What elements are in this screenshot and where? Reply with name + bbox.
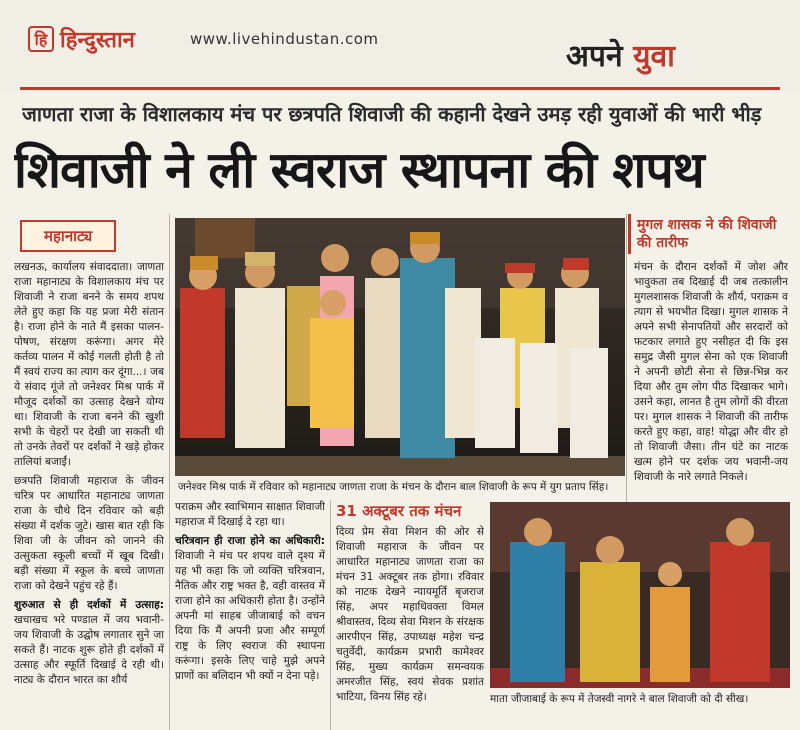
left-sub-text: खचाखच भरे पण्डाल में जय भवानी-जय शिवाजी के उद्घोष लगातार सुने जा सकते हैं। नाटक शुरू होते ही दर्शकों में उत्साह और स्फूर्ति दिखाई दे रही थी। नाट्य के दौरान भारत का शौर्य bbox=[14, 614, 164, 686]
left-paragraph-1: लखनऊ, कार्यालय संवाददाता। जाणता राजा महानाट्य के विशालकाय मंच पर शिवाजी ने राजा बनने के समय शपथ लेते हुए कहा कि यह प्रजा मेरी संतान है। राजा होने के नाते मैं इसका पालन-पोषण, संरक्षण करूंगा। अगर मेरे कर्तव्य पालन में कोई गलती होती है तो मैं स्वयं राज्य का त्याग कर दूंगा...। जब ये संवाद गूंजे तो जनेश्वर मिश्र पार्क में मौजूद दर्शकों का उत्साह देखने योग्य था। शिवाजी के राजा बनने की खुशी सभी के चेहरों पर देखी जा सकती थी तो उनके तेवरों पर दर्शकों ने खड़े होकर तालियां बजाईं। bbox=[14, 261, 164, 468]
logo-mark: हि bbox=[28, 26, 54, 52]
kicker: जाणता राजा के विशालकाय मंच पर छत्रपति शिवाजी की कहानी देखने उमड़ रही युवाओं की भारी भीड़ bbox=[22, 102, 762, 126]
left-paragraph-2: छत्रपति शिवाजी महाराज के जीवन चरित्र पर आधारित महानाट्य जाणता राजा के चौथे दिन रविवार को बड़ी संख्या में दर्शक जुटे। खास बात रही कि शिवा जी के जीवन को जानने की उत्सुकता स्कूली बच्चों में खूब दिखी। बड़ी संख्या में स्कूल के बच्चे जाणता राजा को देखने पहुंच रहे हैं। bbox=[14, 475, 164, 592]
second-photo bbox=[490, 502, 790, 688]
left-subheading: शुरुआत से ही दर्शकों में उत्साह: bbox=[14, 599, 164, 611]
schedule-heading: 31 अक्टूबर तक मंचन bbox=[336, 502, 462, 520]
main-photo bbox=[175, 218, 625, 476]
side-text: मंचन के दौरान दर्शकों में जोश और भावुकता तब दिखाई दी जब तत्कालीन मुगलशासक शिवाजी के शौर्य, पराक्रम व त्याग से भयभीत दिखा। मुगल शासक ने अपने सभी सेनापतियों और सरदारों को फटकार लगाते हुए नसीहत दी कि इस समुद्र जैसी मुगल सेना को एक शिवाजी ने अपनी छोटी सेना से छिन्न-भिन्न कर दिया और तुम लोग पीठ दिखाकर भागे। उसने कहा, लानत है तुम लोगों की वीरता पर। मुगल शासक ने शिवाजी की तारीफ करते हुए कहा, वाह! योद्धा और वीर हो तो शिवाजी जैसा। तीन घंटे का नाटक खत्म होने पर दर्शक जय भवानी-जय शिवाजी के नारे लगाते निकले। bbox=[634, 261, 788, 483]
section-prefix: अपने bbox=[566, 39, 634, 74]
section-tag bbox=[566, 34, 675, 75]
schedule-text: दिव्य प्रेम सेवा मिशन की ओर से शिवाजी महाराज के जीवन पर आधारित महानाट्य जाणता राजा का मंचन 31 अक्टूबर तक होगा। रविवार को नाटक देखने न्यायमूर्ति बृजराज सिंह, अपर महाधिवक्ता विमल श्रीवास्तव, दिव्य सेवा मिशन के संरक्षक आरपीएन सिंह, उपाध्यक्ष महेश चन्द्र चतुर्वेदी, कार्यक्रम प्रभारी कामेश्वर सिंह, मुख्य कार्यक्रम समन्वयक अमरजीत सिंह, स्वयं सेवक प्रशांत भाटिया, विनय सिंह रहे। bbox=[336, 526, 484, 703]
column-divider bbox=[330, 500, 331, 730]
middle-paragraph-2 bbox=[175, 534, 325, 684]
middle-column bbox=[175, 500, 325, 730]
section-label: महानाट्य bbox=[20, 220, 116, 252]
jijabai-scene-image bbox=[490, 502, 790, 688]
middle-paragraph-1: पराक्रम और स्वाभिमान साक्षात शिवाजी महाराज में दिखाई दे रहा था। bbox=[175, 501, 325, 528]
middle-sub-text: शिवाजी ने मंच पर शपथ वाले दृश्य में यह भी कहा कि जो व्यक्ति चरित्रवान, नैतिक और राष्ट्र भक्त है, वही वास्तव में राजा होने का अधिकारी होता है। उन्होंने अपनी मां साहब जीजाबाई को वचन दिया कि मैं अपनी प्रजा और सम्पूर्ण राष्ट्र के लिए स्वराज की स्थापना करूंगा। इसके लिए चाहे मुझे अपने प्राणों का बलिदान भी क्यों न देना पड़े। bbox=[175, 550, 325, 682]
masthead-rule bbox=[20, 87, 780, 90]
right-column bbox=[628, 214, 788, 514]
section-highlight: युवा bbox=[633, 39, 675, 74]
second-photo-caption: माता जीजाबाई के रूप में तेजस्वी नागरे ने बाल शिवाजी को दी सीख। bbox=[490, 693, 749, 705]
left-paragraph-3 bbox=[14, 598, 164, 688]
site-url: www.livehindustan.com bbox=[190, 30, 379, 48]
column-divider bbox=[626, 214, 627, 504]
left-column bbox=[14, 214, 164, 730]
stage-scene-image bbox=[175, 218, 625, 476]
left-column-text bbox=[14, 260, 164, 688]
headline: शिवाजी ने ली स्वराज स्थापना की शपथ bbox=[14, 141, 704, 199]
middle-column-2 bbox=[336, 500, 484, 730]
newspaper-logo: हिन्दुस्तान bbox=[60, 28, 135, 53]
side-heading: मुगल शासक ने की शिवाजी की तारीफ bbox=[628, 214, 788, 254]
main-photo-caption: जनेश्वर मिश्र पार्क में रविवार को महानाट्य जाणता राजा के मंचन के दौरान बाल शिवाजी के रूप में युग प्रताप सिंह। bbox=[178, 481, 609, 493]
middle-subheading: चरित्रवान ही राजा होने का अधिकारी: bbox=[175, 535, 325, 547]
masthead bbox=[0, 0, 800, 92]
column-divider bbox=[169, 214, 170, 730]
